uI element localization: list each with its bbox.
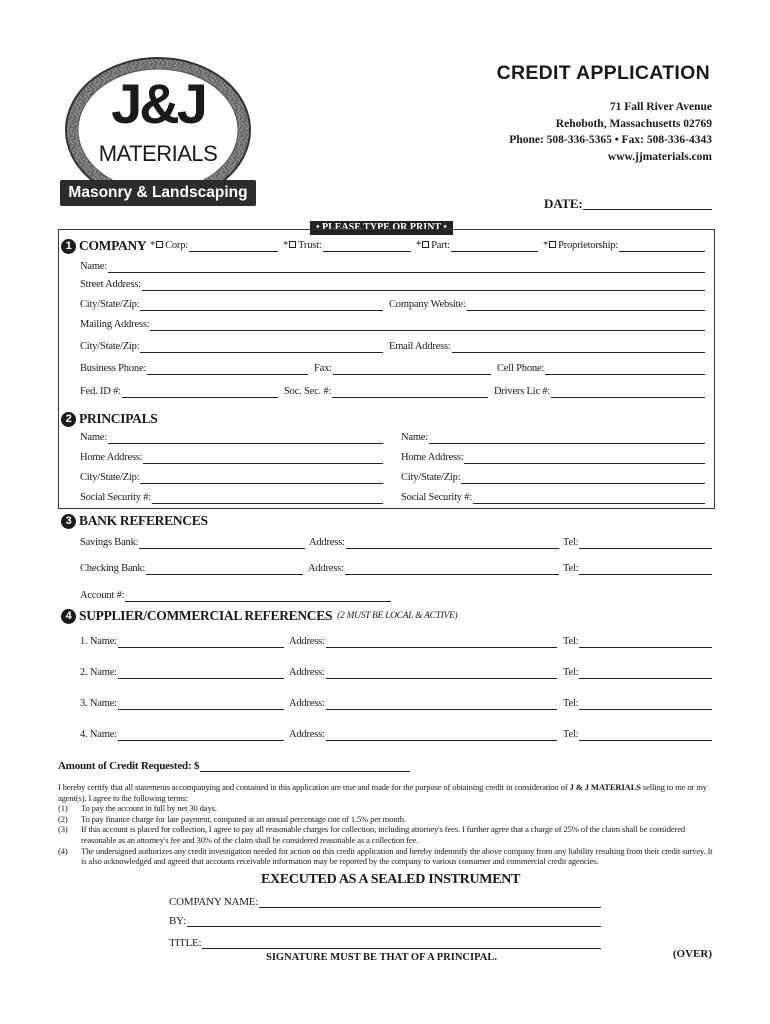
logo-word: MATERIALS — [98, 141, 218, 166]
phone-fax: Phone: 508-336-5365 • Fax: 508-336-4343 — [509, 134, 712, 146]
suppliers-heading — [61, 608, 457, 624]
supplier-3-address-field[interactable]: Address: — [289, 698, 557, 710]
supplier-2-tel-field[interactable]: Tel: — [563, 667, 712, 679]
email-address-field[interactable]: Email Address: — [389, 341, 705, 353]
term-1: (1) To pay the account in full by net 30 days. — [58, 803, 217, 814]
sign-company-name-field[interactable]: COMPANY NAME: — [169, 896, 601, 908]
website: www.jjmaterials.com — [607, 150, 712, 163]
partnership-field[interactable]: * Part: — [416, 240, 538, 252]
suppliers-title: SUPPLIER/COMMERCIAL REFERENCES — [79, 608, 333, 623]
street-address-field[interactable]: Street Address: — [80, 279, 705, 291]
checking-address-field[interactable]: Address: — [308, 563, 559, 575]
corp-field[interactable]: * Corp: — [150, 240, 278, 252]
supplier-4-address-field[interactable]: Address: — [289, 729, 557, 741]
address-line-2: Rehoboth, Massachusetts 02769 — [555, 117, 712, 130]
savings-bank-field[interactable]: Savings Bank: — [80, 537, 305, 549]
mailing-address-field[interactable]: Mailing Address: — [80, 319, 705, 331]
terms-block — [58, 782, 716, 867]
form-title: CREDIT APPLICATION — [496, 62, 710, 84]
principal-1-home-field[interactable]: Home Address: — [80, 452, 383, 464]
trust-field[interactable]: * Trust: — [283, 240, 411, 252]
supplier-2-address-field[interactable]: Address: — [289, 667, 557, 679]
company-name-field[interactable]: Name: — [80, 261, 705, 273]
proprietorship-field[interactable]: * Proprietorship: — [543, 240, 705, 252]
partnership-checkbox[interactable] — [422, 241, 429, 248]
number-3-icon: 3 — [61, 514, 76, 529]
fax-field[interactable]: Fax: — [314, 363, 491, 375]
credit-amount-label: Amount of Credit Requested: $ — [58, 760, 200, 772]
principal-2-ssn-field[interactable]: Social Security #: — [401, 492, 705, 504]
principals-heading — [61, 411, 158, 427]
mailing-city-field[interactable]: City/State/Zip: — [80, 341, 383, 353]
supplier-4-name-field[interactable]: 4. Name: — [80, 729, 284, 741]
company-heading — [61, 238, 146, 254]
number-1-icon: 1 — [61, 239, 76, 254]
supplier-3-tel-field[interactable]: Tel: — [563, 698, 712, 710]
date-label: DATE: — [544, 196, 583, 211]
company-address — [509, 99, 712, 165]
company-logo — [56, 50, 260, 222]
checking-bank-field[interactable]: Checking Bank: — [80, 563, 303, 575]
company-website-field[interactable]: Company Website: — [389, 299, 705, 311]
logo-banner: Masonry & Landscaping — [68, 184, 248, 201]
term-3: (3) If this account is placed for collection, I agree to pay all reasonable charges for collection, including attorney's fees. I further agree that a charge of 25% of the claim shall be considered reasonable as an attorney's fee and 30% of the claim shall be considered reasonable as a collection fee. — [58, 824, 686, 845]
principal-1-name-field[interactable]: Name: — [80, 432, 383, 444]
principal-1-city-field[interactable]: City/State/Zip: — [80, 472, 383, 484]
number-4-icon: 4 — [61, 609, 76, 624]
logo-brand: J&J — [111, 72, 205, 135]
terms-intro: I hereby certify that all statements accompanying and contained in this application are true and made for the purpose of obtaining credit in consideration of J & J MATERIALS selling to me or my agent(s). I agree to the following terms: — [58, 782, 707, 803]
principal-2-city-field[interactable]: City/State/Zip: — [401, 472, 705, 484]
date-field[interactable] — [544, 198, 712, 210]
supplier-1-name-field[interactable]: 1. Name: — [80, 636, 284, 648]
principals-title: PRINCIPALS — [79, 411, 158, 426]
principal-1-ssn-field[interactable]: Social Security #: — [80, 492, 383, 504]
over-label: (OVER) — [672, 948, 712, 960]
proprietorship-checkbox[interactable] — [549, 241, 556, 248]
soc-sec-field[interactable]: Soc. Sec. #: — [284, 386, 488, 398]
supplier-2-name-field[interactable]: 2. Name: — [80, 667, 284, 679]
supplier-4-tel-field[interactable]: Tel: — [563, 729, 712, 741]
address-line-1: 71 Fall River Avenue — [609, 101, 712, 113]
city-state-zip-field[interactable]: City/State/Zip: — [80, 299, 383, 311]
term-4: (4) The undersigned authorizes any credit investigation needed for action on this credit application and hereby indemnify the above company from any liability resulting from their credit survey. It is also acknowledged and agreed that accounts receivable information may be reported by the company to various consumer and commercial credit agencies. — [58, 845, 713, 867]
principal-2-home-field[interactable]: Home Address: — [401, 452, 705, 464]
cell-phone-field[interactable]: Cell Phone: — [497, 363, 705, 375]
checking-tel-field[interactable]: Tel: — [563, 563, 712, 575]
supplier-1-address-field[interactable]: Address: — [289, 636, 557, 648]
savings-tel-field[interactable]: Tel: — [563, 537, 712, 549]
signature-note: SIGNATURE MUST BE THAT OF A PRINCIPAL. — [266, 952, 497, 963]
term-2: (2) To pay finance charge for late payment, computed at an annual percentage rate of 1.5% per month. — [58, 813, 406, 824]
sealed-instrument-title: EXECUTED AS A SEALED INSTRUMENT — [261, 872, 521, 887]
bank-title: BANK REFERENCES — [79, 513, 208, 528]
business-phone-field[interactable]: Business Phone: — [80, 363, 308, 375]
credit-amount-field[interactable] — [58, 760, 410, 772]
supplier-3-name-field[interactable]: 3. Name: — [80, 698, 284, 710]
bank-heading — [61, 513, 208, 529]
sign-by-field[interactable]: BY: — [169, 915, 601, 927]
fed-id-field[interactable]: Fed. ID #: — [80, 386, 278, 398]
suppliers-note: (2 MUST BE LOCAL & ACTIVE) — [337, 611, 458, 621]
print-note: • PLEASE TYPE OR PRINT • — [310, 221, 453, 235]
account-number-field[interactable]: Account #: — [80, 590, 391, 602]
number-2-icon: 2 — [61, 412, 76, 427]
corp-checkbox[interactable] — [156, 241, 163, 248]
supplier-1-tel-field[interactable]: Tel: — [563, 636, 712, 648]
company-title: COMPANY — [79, 238, 147, 253]
trust-checkbox[interactable] — [289, 241, 296, 248]
principal-2-name-field[interactable]: Name: — [401, 432, 705, 444]
savings-address-field[interactable]: Address: — [309, 537, 559, 549]
drivers-lic-field[interactable]: Drivers Lic #: — [494, 386, 705, 398]
sign-title-field[interactable]: TITLE: — [169, 937, 601, 949]
